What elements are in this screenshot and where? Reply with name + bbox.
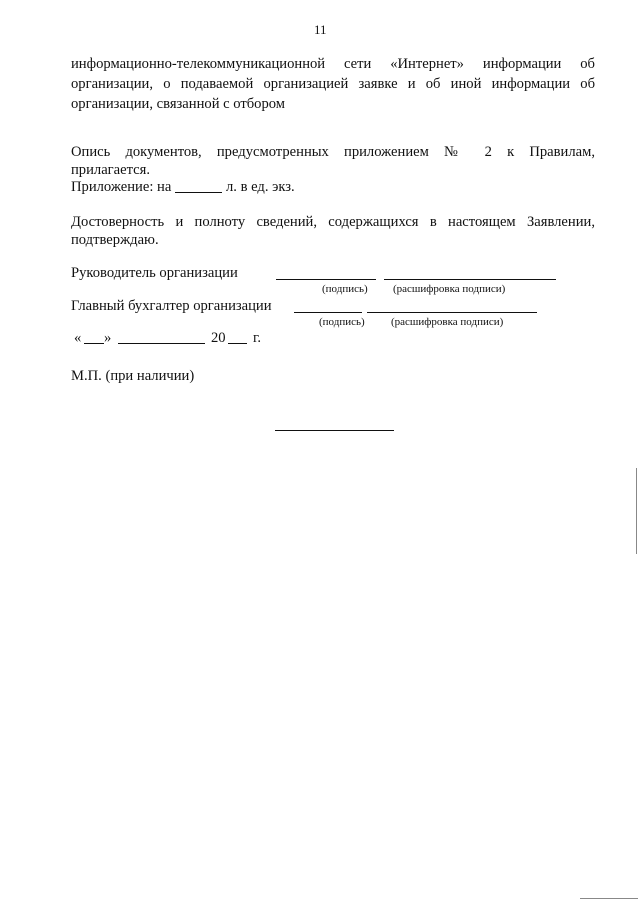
para1-line1: информационно-телекоммуникационной сети «Интернет» информации об <box>71 56 595 72</box>
para1-line2: организации, о подаваемой организацией заявке и об иной информации об <box>71 76 595 92</box>
closing-separator <box>275 430 394 431</box>
head-signature-caption: (подпись) <box>322 283 368 295</box>
date-year-line <box>228 343 247 344</box>
stamp-label: М.П. (при наличии) <box>71 368 195 384</box>
para1-line3: организации, связанной с отбором <box>71 96 286 112</box>
para2-line1: Опись документов, предусмотренных приложением № 2 к Правилам, <box>71 144 595 160</box>
page-number: 11 <box>314 22 327 37</box>
accountant-decoding-line <box>367 312 537 313</box>
para3-line2: подтверждаю. <box>71 232 159 248</box>
accountant-label: Главный бухгалтер организации <box>71 298 272 314</box>
date-year-suffix: г. <box>253 330 261 346</box>
date-month-line <box>118 343 205 344</box>
date-year-prefix: 20 <box>211 330 226 346</box>
scan-edge-mark <box>636 468 637 554</box>
head-decoding-line <box>384 279 556 280</box>
attachment-suffix: л. в ед. экз. <box>226 179 295 195</box>
para3-line1: Достоверность и полноту сведений, содержащихся в настоящем Заявлении, <box>71 214 595 230</box>
attachment-prefix: Приложение: на <box>71 179 172 195</box>
date-close-quote: » <box>104 330 112 346</box>
date-open-quote: « <box>74 330 82 346</box>
attachment-count-line <box>175 192 222 193</box>
date-day-line <box>84 343 104 344</box>
para2-line2: прилагается. <box>71 162 151 178</box>
accountant-signature-caption: (подпись) <box>319 316 365 328</box>
accountant-signature-line <box>294 312 362 313</box>
accountant-decoding-caption: (расшифровка подписи) <box>391 316 504 328</box>
head-signature-line <box>276 279 376 280</box>
head-label: Руководитель организации <box>71 265 238 281</box>
head-decoding-caption: (расшифровка подписи) <box>393 283 506 295</box>
scan-corner-mark <box>580 898 638 899</box>
